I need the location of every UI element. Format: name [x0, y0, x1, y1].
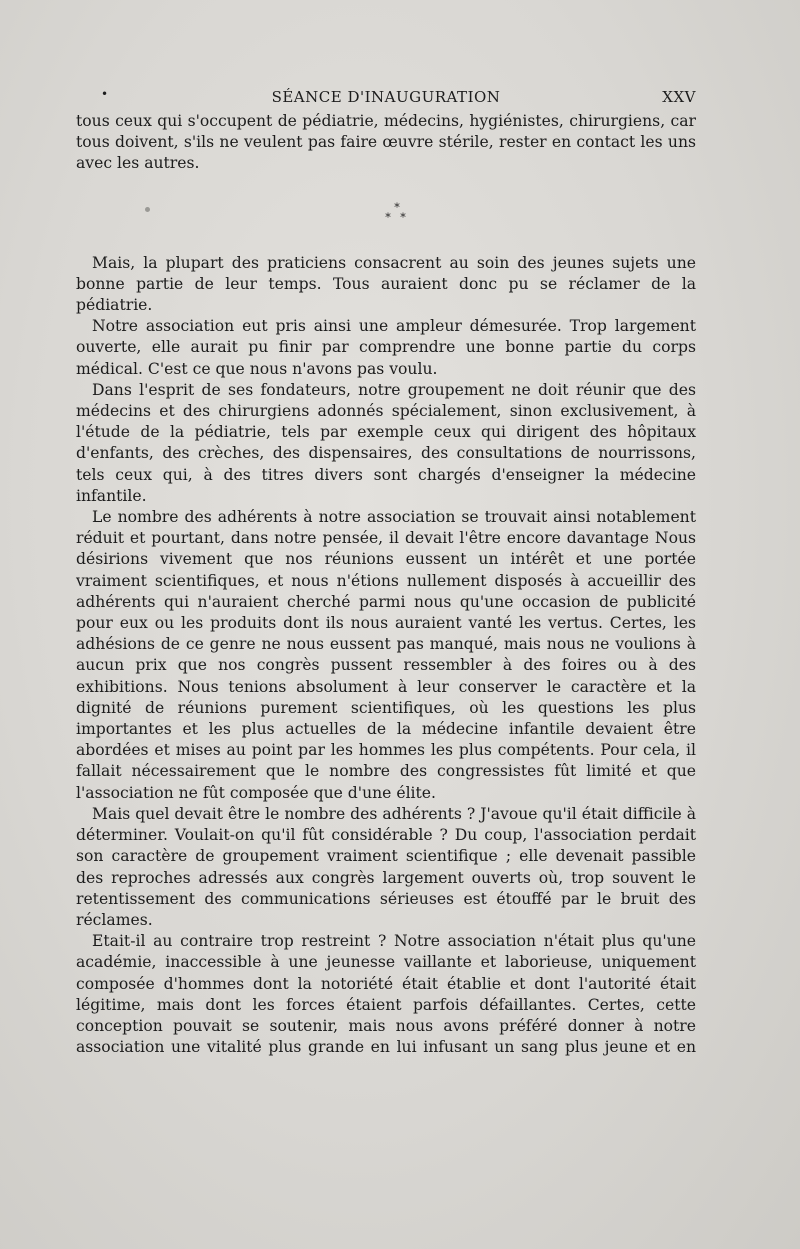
book-page [76, 85, 696, 1058]
asterism-top: * [394, 200, 400, 214]
header-bullet: • [101, 87, 109, 101]
paragraph-1: tous ceux qui s'occupent de pédiatrie, médecins, hygiénistes, chirurgiens, car tous doivent, s'ils ne veulent pas faire œuvre stérile, rester en contact les uns avec les autres. [76, 112, 696, 173]
paragraph-5: Le nombre des adhérents à notre association se trouvait ainsi notablement réduit et pourtant, dans notre pensée, il devait l'être encore davantage Nous désirions vivement que nos réunions eussent un intérêt et une portée vraiment scientifiques, et nous n'étions nullement disposés à accueillir des adhérents qui n'auraient cherché parmi nous qu'une occasion de publicité pour eux ou les produits dont ils nous auraient vanté les vertus. Certes, les adhésions de ce genre ne nous eussent pas manqué, mais nous ne voulions à aucun prix que nos congrès pussent ressembler à des foires ou à des exhibitions. Nous tenions absolument à leur conserver le caractère et la dignité de réunions purement scientifiques, où les questions les plus importantes et les plus actuelles de la médecine infantile devaient être abordées et mises au point par les hommes les plus compétents. Pour cela, il fallait nécessairement que le nombre des congressistes fût limité et que l'association ne fût composée que d'une élite. [76, 508, 696, 802]
running-header [76, 85, 696, 111]
paragraph-3: Notre association eut pris ainsi une ampleur démesurée. Trop largement ouverte, elle aurait pu finir par comprendre une bonne partie du corps médical. C'est ce que nous n'avons pas voulu. [76, 317, 696, 378]
paragraph-7: Etait-il au contraire trop restreint ? Notre association n'était plus qu'une académie, inaccessible à une jeunesse vaillante et laborieuse, uniquement composée d'hommes dont la notoriété était établie et dont l'autorité était légitime, mais dont les forces étaient parfois défaillantes. Certes, cette conception pouvait se soutenir, mais nous avons préféré donner à notre association une vitalité plus grande en lui infusant un sang plus jeune et en [76, 932, 696, 1057]
header-title: SÉANCE D'INAUGURATION [271, 88, 501, 106]
asterism-bottom: * * [385, 210, 409, 224]
section-divider-asterism [76, 200, 696, 239]
paragraph-4: Dans l'esprit de ses fondateurs, notre groupement ne doit réunir que des médecins et des chirurgiens adonnés spécialement, sinon exclusivement, à l'étude de la pédiatrie, tels par exemple ceux qui dirigent des hôpitaux d'enfants, des crèches, des dispensaires, des consultations de nourrissons, tels ceux qui, à des titres divers sont chargés d'enseigner la médecine infantile. [76, 380, 696, 505]
paragraph-6: Mais quel devait être le nombre des adhérents ? J'avoue qu'il était difficile à déterminer. Voulait-on qu'il fût considérable ? Du coup, l'association perdait son caractère de groupement vraiment scientifique ; elle devenait passible des reproches adressés aux congrès largement ouverts où, trop souvent le retentissement des communications sérieuses est étouffé par le bruit des réclames. [76, 804, 696, 929]
page-number: XXV [662, 88, 696, 106]
paragraph-2: Mais, la plupart des praticiens consacrent au soin des jeunes sujets une bonne partie de leur temps. Tous auraient donc pu se réclamer de la pédiatrie. [76, 253, 696, 315]
body-text [76, 111, 696, 1058]
